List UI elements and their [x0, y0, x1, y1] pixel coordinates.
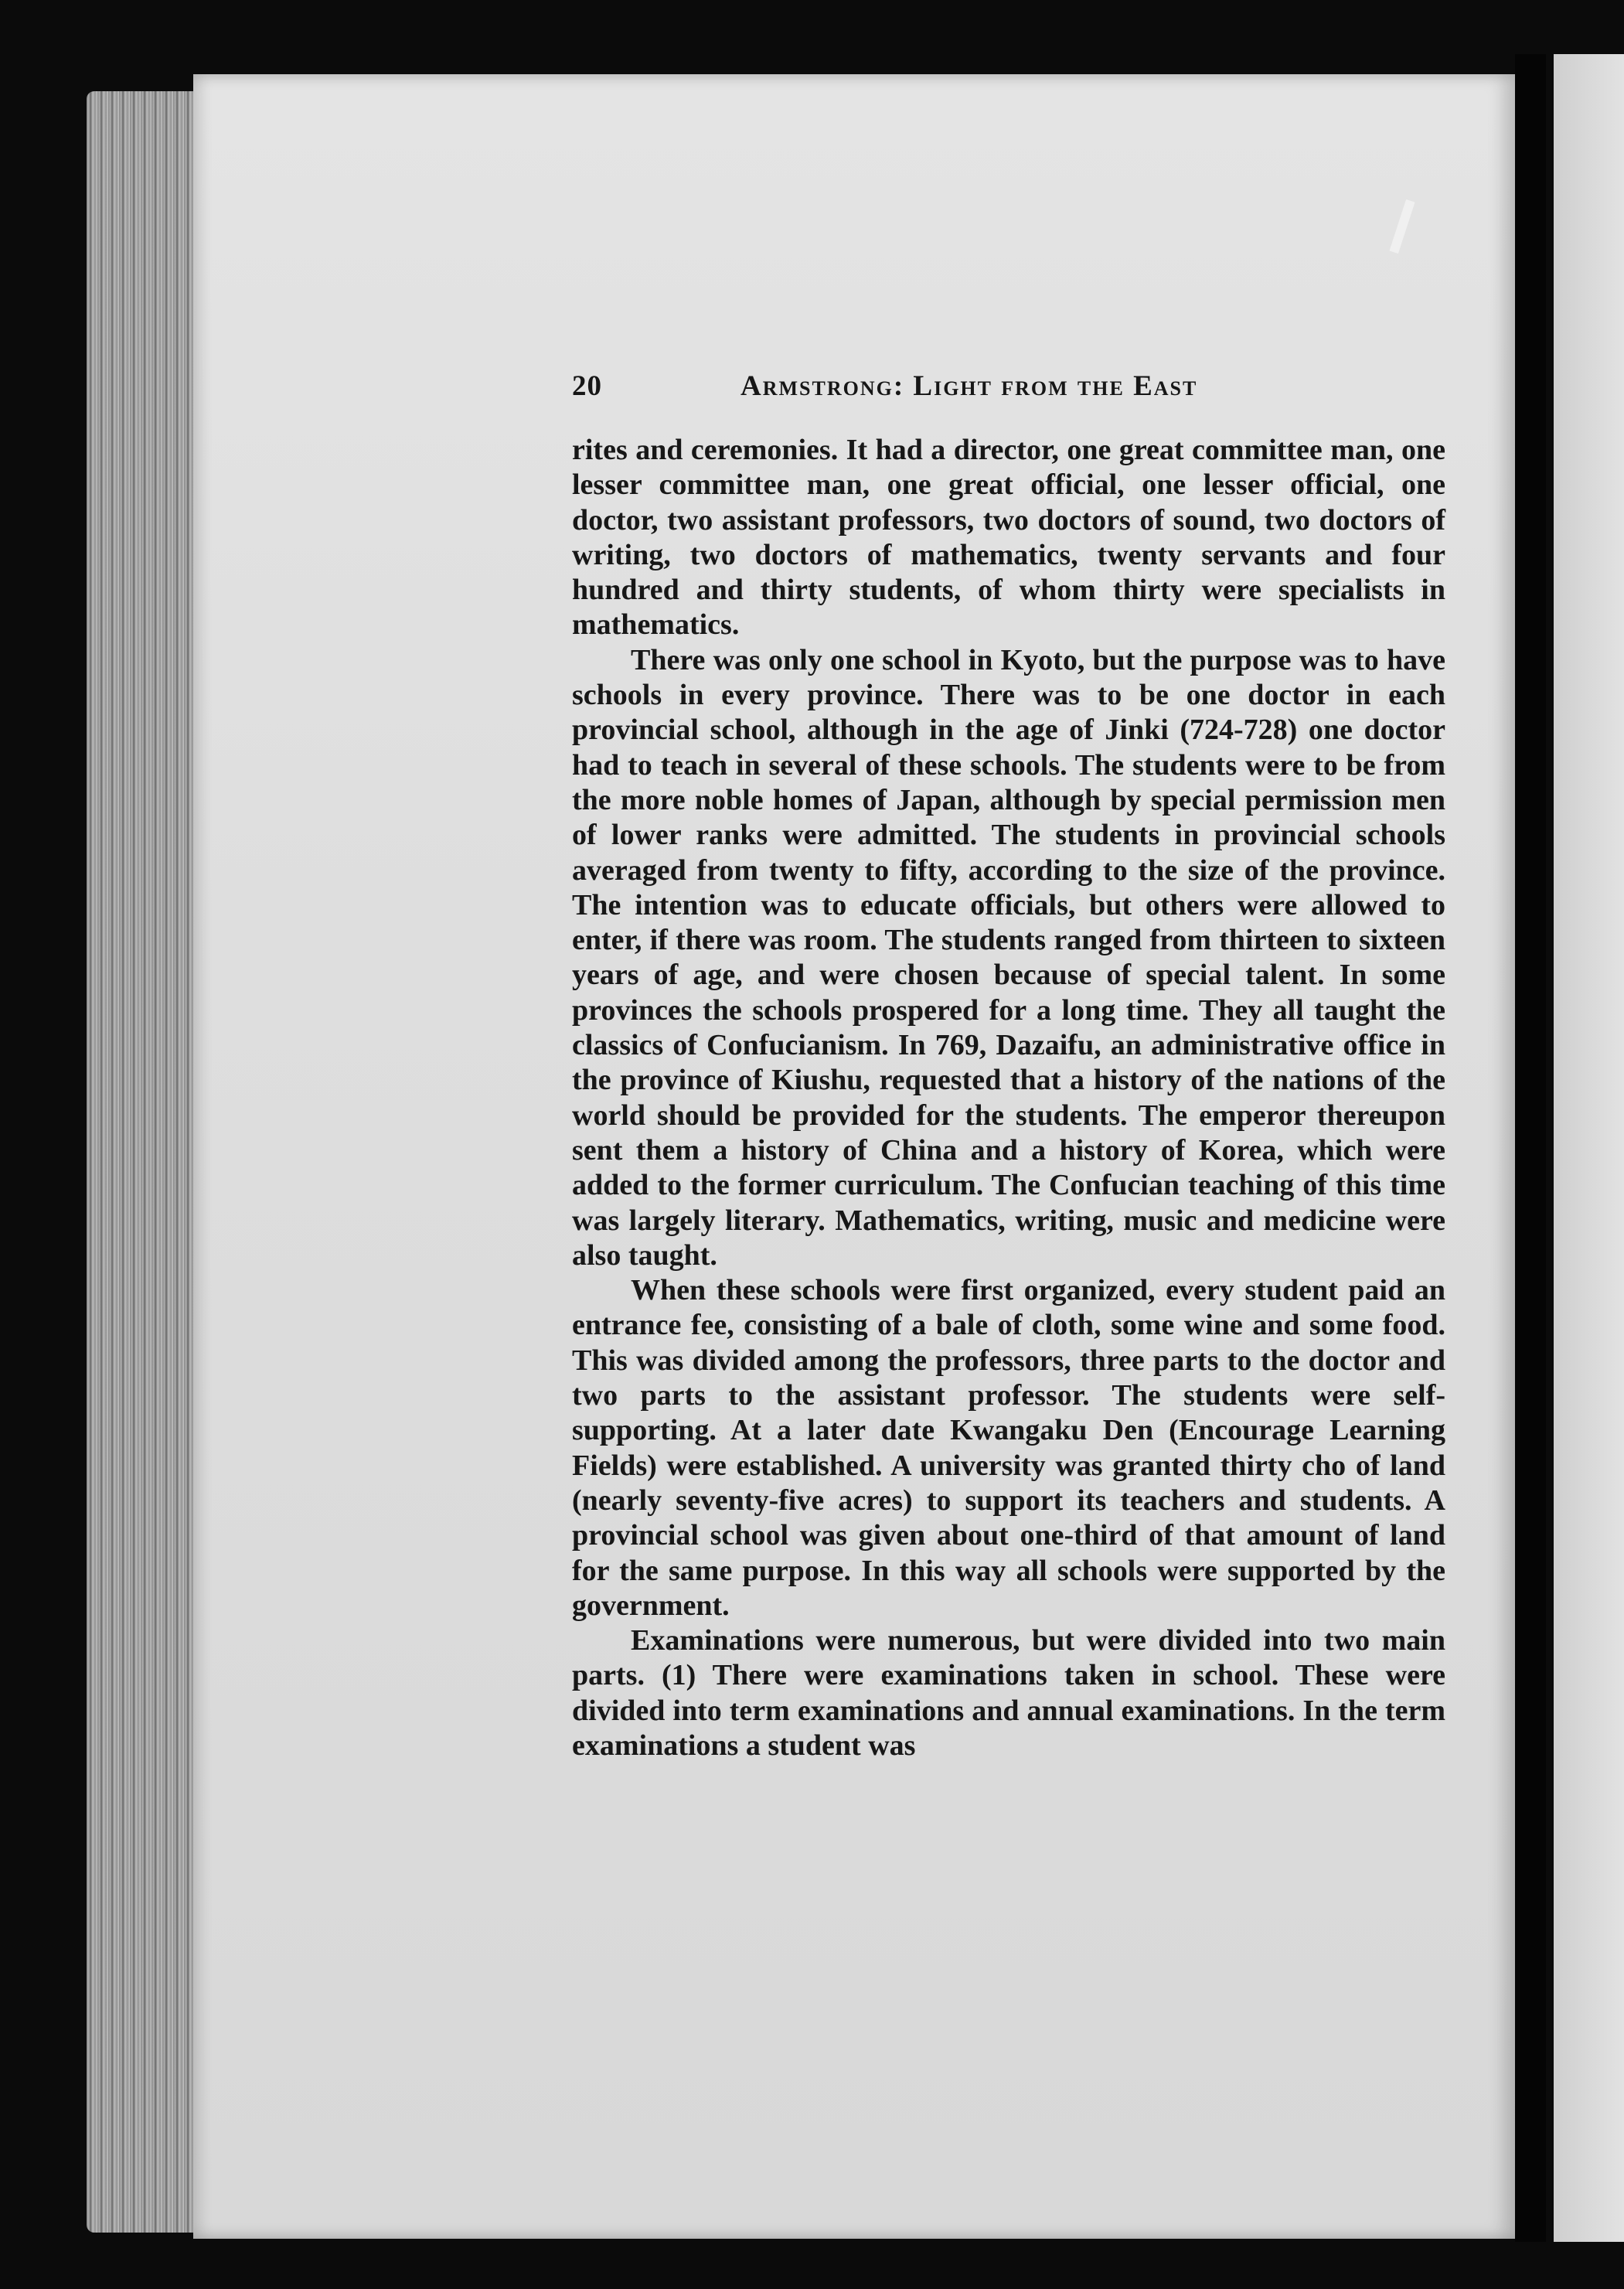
facing-page-edge [1554, 54, 1624, 2242]
paragraph-4: Examinations were numerous, but were divided into two main parts. (1) There were examinations taken in school. These were divided into term examinations and annual examinations. In the term examinations a student was [572, 1624, 1445, 1762]
paragraph-2: There was only one school in Kyoto, but the purpose was to have schools in every province. There was to be one doctor in each provincial school, although in the age of Jinki (724-728) one doctor had to teach in several of these schools. The students were to be from the more noble homes of Japan, although by special permission men of lower ranks were admitted. The students in provincial schools averaged from twenty to fifty, according to the size of the province. The intention was to educate officials, but others were allowed to enter, if there was room. The students ranged from thirteen to sixteen years of age, and were chosen because of special talent. In some provinces the schools prospered for a long time. They all taught the classics of Confucianism. In 769, Dazaifu, an administrative office in the province of Kiushu, requested that a history of the nations of the world should be provided for the students. The emperor thereupon sent them a history of China and a history of Korea, which were added to the former curriculum. The Confucian teaching of this time was largely literary. Mathematics, writing, music and medicine were also taught. [572, 643, 1445, 1272]
running-title: Armstrong: Light from the East [741, 370, 1198, 402]
paragraph-3: When these schools were first organized, every student paid an entrance fee, consisting of a bale of cloth, some wine and some food. This was divided among the professors, three parts to the doctor and two parts to the assistant professor. The students were self-supporting. At a later date Kwangaku Den (Encourage Learning Fields) were established. A university was granted thirty cho of land (nearly seventy-five acres) to support its teachers and students. A provincial school was given about one-third of that amount of land for the same purpose. In this way all schools were supported by the government. [572, 1274, 1445, 1622]
paragraph-1: rites and ceremonies. It had a director, one great committee man, one lesser committee man, one great official, one lesser official, one doctor, two assistant professors, two doctors of sound, two doctors of writing, two doctors of mathematics, twenty servants and four hundred and thirty students, of whom thirty were specialists in mathematics. [572, 434, 1445, 642]
book-gutter [1515, 54, 1546, 2242]
page-edges [87, 91, 195, 2233]
page-number: 20 [572, 370, 602, 402]
body-text [572, 433, 1445, 1763]
running-head [572, 370, 1438, 416]
